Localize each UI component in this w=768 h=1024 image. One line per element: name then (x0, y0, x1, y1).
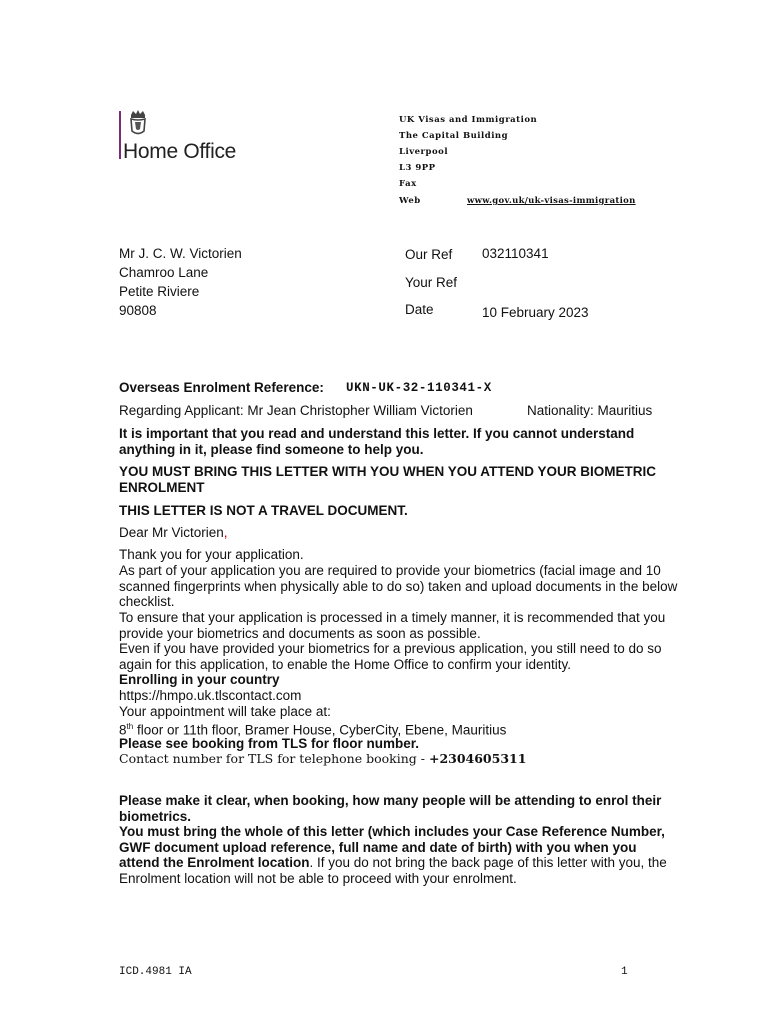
must-bring-notice: YOU MUST BRING THIS LETTER WITH YOU WHEN YOU ATTEND YOUR BIOMETRIC ENROLMENT (119, 464, 657, 495)
date-label: Date (405, 302, 434, 317)
floor-ordinal: th (126, 722, 134, 731)
tls-contact-number: +2304605311 (428, 751, 527, 766)
tls-link[interactable]: https://hmpo.uk.tlscontact.com (119, 688, 302, 703)
bring-whole-letter-notice (119, 824, 679, 887)
salutation: Dear Mr Victorien, (119, 525, 228, 540)
sender-web-label: Web (399, 196, 421, 206)
recipient-name: Mr J. C. W. Victorien (119, 246, 242, 261)
sender-line-4: L3 9PP (399, 163, 436, 173)
recipient-street: Chamroo Lane (119, 265, 209, 280)
recipient-postcode: 90808 (119, 303, 157, 318)
salutation-text: Dear Mr Victorien (119, 525, 224, 540)
not-travel-document-notice: THIS LETTER IS NOT A TRAVEL DOCUMENT. (119, 503, 408, 518)
floor-address: floor or 11th floor, Bramer House, CyberCity, Ebene, Mauritius (133, 722, 507, 738)
important-notice: It is important that you read and understand this letter. If you cannot understand anything in it, please find someone to help you. (119, 426, 635, 457)
bring-whole-letter-rest: . If you do not bring the back page of this letter with you, the Enrolment location will not be able to proceed with your enrolment. (119, 855, 667, 887)
tls-contact-text: Contact number for TLS for telephone booking - (119, 751, 429, 766)
sender-web-link[interactable]: www.gov.uk/uk-visas-immigration (467, 196, 636, 206)
home-office-logo-text: Home Office (123, 140, 237, 163)
our-ref-value: 032110341 (482, 246, 549, 261)
date-value: 10 February 2023 (482, 305, 589, 320)
sender-line-3: Liverpool (399, 147, 449, 157)
footer-document-code: ICD.4981 IA (119, 966, 192, 978)
appointment-intro: Your appointment will take place at: (119, 704, 331, 719)
sender-fax-label: Fax (399, 179, 417, 189)
body-thanks: Thank you for your application. (119, 547, 304, 562)
royal-crest-icon (127, 109, 149, 137)
sender-line-2: The Capital Building (399, 131, 509, 141)
logo-divider (119, 111, 121, 159)
your-ref-label: Your Ref (405, 275, 458, 290)
tls-contact-line (119, 751, 679, 767)
body-biometrics-requirement: As part of your application you are required to provide your biometrics (facial image and 10 scanned fingerprints when physically able to do so) taken and upload documents in the below checklist. (119, 563, 678, 610)
footer-page-number: 1 (621, 966, 628, 978)
applicant-nationality: Nationality: Mauritius (527, 403, 653, 418)
booking-headcount-notice: Please make it clear, when booking, how many people will be attending to enrol their biometrics. (119, 793, 662, 824)
enrolling-heading: Enrolling in your country (119, 672, 280, 687)
bring-whole-letter-bold: You must bring the whole of this letter (which includes your Case Reference Number, GWF document upload reference, full name and date of birth) with you when you attend the Enrolment location (119, 824, 665, 871)
enrolment-ref-label: Overseas Enrolment Reference: (119, 380, 324, 395)
see-booking-notice: Please see booking from TLS for floor number. (119, 736, 420, 751)
sender-line-1: UK Visas and Immigration (399, 115, 538, 125)
body-timely-processing: To ensure that your application is processed in a timely manner, it is recommended that you provide your biometrics and documents as soon as possible. (119, 610, 666, 641)
recipient-town: Petite Riviere (119, 284, 200, 299)
floor-number: 8 (119, 722, 127, 738)
enrolment-ref-value: UKN-UK-32-110341-X (346, 381, 492, 395)
body-previous-application: Even if you have provided your biometrics for a previous application, you still need to do so again for this application, to enable the Home Office to confirm your identity. (119, 641, 662, 672)
our-ref-label: Our Ref (405, 247, 453, 262)
regarding-applicant: Regarding Applicant: Mr Jean Christopher William Victorien (119, 403, 473, 418)
